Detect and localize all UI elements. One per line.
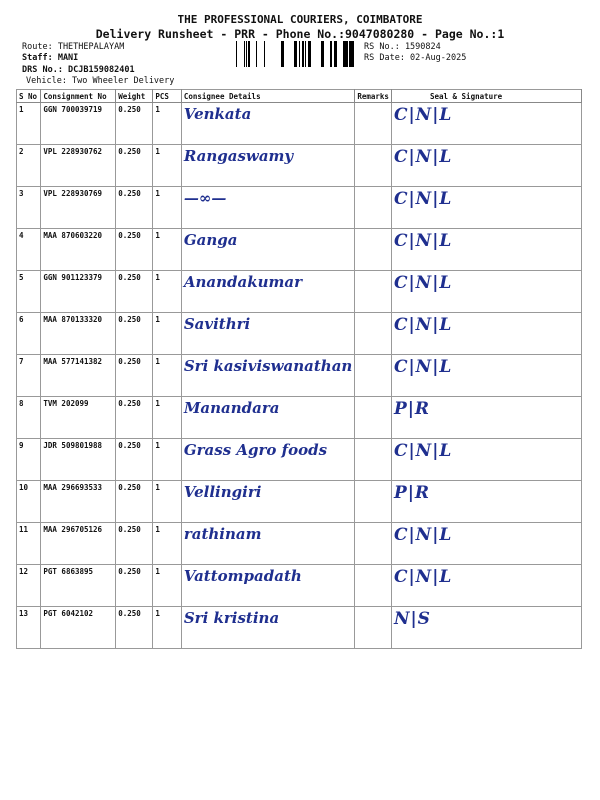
- cell-sno: 7: [17, 355, 41, 397]
- cell-remarks: [355, 565, 392, 607]
- table-row: [17, 103, 582, 145]
- table-header-row: [17, 90, 582, 103]
- cell-pcs: 1: [153, 103, 181, 145]
- cell-remarks: [355, 481, 392, 523]
- cell-consignee: Savithri: [181, 313, 355, 355]
- staff-label: Staff: MANI: [22, 53, 79, 63]
- rs-date: RS Date: 02-Aug-2025: [364, 53, 467, 63]
- cell-consignee: Manandara: [181, 397, 355, 439]
- cell-consignee: Vattompadath: [181, 565, 355, 607]
- cell-signature: C|N|L: [391, 229, 581, 271]
- cell-consignee: Sri kristina: [181, 607, 355, 649]
- route-label: Route: THETHEPALAYAM: [22, 42, 125, 52]
- barcode-icon: [233, 41, 357, 67]
- cell-consignment-no: GGN 700039719: [41, 103, 116, 145]
- table-row: [17, 397, 582, 439]
- cell-remarks: [355, 229, 392, 271]
- cell-weight: 0.250: [116, 103, 153, 145]
- column-header-pcs: PCS: [153, 90, 181, 103]
- cell-signature: C|N|L: [391, 355, 581, 397]
- cell-weight: 0.250: [116, 607, 153, 649]
- cell-consignment-no: MAA 577141382: [41, 355, 116, 397]
- cell-pcs: 1: [153, 607, 181, 649]
- cell-weight: 0.250: [116, 397, 153, 439]
- cell-consignment-no: MAA 296693533: [41, 481, 116, 523]
- cell-signature: C|N|L: [391, 565, 581, 607]
- cell-consignment-no: MAA 870603220: [41, 229, 116, 271]
- rs-number: RS No.: 1590824: [364, 42, 441, 52]
- cell-remarks: [355, 523, 392, 565]
- cell-consignment-no: VPL 228930762: [41, 145, 116, 187]
- cell-sno: 6: [17, 313, 41, 355]
- cell-pcs: 1: [153, 565, 181, 607]
- cell-pcs: 1: [153, 271, 181, 313]
- table-row: [17, 481, 582, 523]
- cell-sno: 8: [17, 397, 41, 439]
- cell-signature: C|N|L: [391, 187, 581, 229]
- cell-sno: 2: [17, 145, 41, 187]
- table-row: [17, 187, 582, 229]
- cell-sno: 5: [17, 271, 41, 313]
- cell-consignment-no: JDR 509801988: [41, 439, 116, 481]
- cell-signature: C|N|L: [391, 145, 581, 187]
- cell-consignee: Anandakumar: [181, 271, 355, 313]
- table-row: [17, 145, 582, 187]
- cell-pcs: 1: [153, 229, 181, 271]
- cell-sno: 3: [17, 187, 41, 229]
- vehicle-label: Vehicle: Two Wheeler Delivery: [26, 76, 175, 86]
- runsheet-subtitle: Delivery Runsheet - PRR - Phone No.:9047080280 - Page No.:1: [95, 27, 505, 41]
- cell-remarks: [355, 103, 392, 145]
- cell-weight: 0.250: [116, 313, 153, 355]
- column-header-consignment: Consignment No: [41, 90, 116, 103]
- cell-consignee: Grass Agro foods: [181, 439, 355, 481]
- table-row: [17, 523, 582, 565]
- cell-sno: 11: [17, 523, 41, 565]
- cell-pcs: 1: [153, 397, 181, 439]
- cell-weight: 0.250: [116, 271, 153, 313]
- cell-consignment-no: MAA 296705126: [41, 523, 116, 565]
- runsheet-table: [16, 89, 582, 649]
- cell-signature: N|S: [391, 607, 581, 649]
- cell-consignee: Ganga: [181, 229, 355, 271]
- cell-consignee: Rangaswamy: [181, 145, 355, 187]
- cell-sno: 4: [17, 229, 41, 271]
- cell-remarks: [355, 355, 392, 397]
- cell-consignment-no: GGN 901123379: [41, 271, 116, 313]
- cell-pcs: 1: [153, 439, 181, 481]
- table-row: [17, 229, 582, 271]
- column-header-remarks: Remarks: [355, 90, 392, 103]
- cell-signature: P|R: [391, 397, 581, 439]
- cell-signature: C|N|L: [391, 523, 581, 565]
- table-row: [17, 565, 582, 607]
- cell-weight: 0.250: [116, 439, 153, 481]
- table-row: [17, 271, 582, 313]
- cell-weight: 0.250: [116, 229, 153, 271]
- cell-remarks: [355, 145, 392, 187]
- cell-consignee: Vellingiri: [181, 481, 355, 523]
- cell-consignee: Venkata: [181, 103, 355, 145]
- cell-remarks: [355, 313, 392, 355]
- cell-sno: 13: [17, 607, 41, 649]
- table-row: [17, 313, 582, 355]
- table-row: [17, 607, 582, 649]
- cell-consignee: rathinam: [181, 523, 355, 565]
- cell-weight: 0.250: [116, 187, 153, 229]
- cell-consignment-no: VPL 228930769: [41, 187, 116, 229]
- cell-signature: C|N|L: [391, 271, 581, 313]
- cell-pcs: 1: [153, 355, 181, 397]
- column-header-signature: Seal & Signature: [391, 90, 581, 103]
- column-header-consignee: Consignee Details: [181, 90, 355, 103]
- cell-remarks: [355, 607, 392, 649]
- cell-weight: 0.250: [116, 565, 153, 607]
- cell-remarks: [355, 439, 392, 481]
- column-header-sno: S No: [17, 90, 41, 103]
- cell-consignee: —∞—: [181, 187, 355, 229]
- cell-pcs: 1: [153, 481, 181, 523]
- cell-signature: C|N|L: [391, 313, 581, 355]
- cell-remarks: [355, 187, 392, 229]
- cell-consignment-no: MAA 870133320: [41, 313, 116, 355]
- cell-weight: 0.250: [116, 481, 153, 523]
- cell-weight: 0.250: [116, 355, 153, 397]
- cell-pcs: 1: [153, 313, 181, 355]
- cell-sno: 1: [17, 103, 41, 145]
- cell-consignment-no: PGT 6863895: [41, 565, 116, 607]
- cell-pcs: 1: [153, 145, 181, 187]
- cell-sno: 12: [17, 565, 41, 607]
- cell-consignment-no: TVM 202099: [41, 397, 116, 439]
- cell-remarks: [355, 271, 392, 313]
- column-header-weight: Weight: [116, 90, 153, 103]
- cell-weight: 0.250: [116, 145, 153, 187]
- cell-consignment-no: PGT 6042102: [41, 607, 116, 649]
- table-row: [17, 439, 582, 481]
- cell-weight: 0.250: [116, 523, 153, 565]
- cell-signature: C|N|L: [391, 103, 581, 145]
- table-row: [17, 355, 582, 397]
- company-title: THE PROFESSIONAL COURIERS, COIMBATORE: [177, 13, 423, 26]
- cell-remarks: [355, 397, 392, 439]
- cell-signature: C|N|L: [391, 439, 581, 481]
- cell-pcs: 1: [153, 187, 181, 229]
- cell-pcs: 1: [153, 523, 181, 565]
- cell-sno: 10: [17, 481, 41, 523]
- drs-number: DRS No.: DCJB159082401: [22, 65, 135, 75]
- cell-sno: 9: [17, 439, 41, 481]
- cell-signature: P|R: [391, 481, 581, 523]
- cell-consignee: Sri kasiviswanathan: [181, 355, 355, 397]
